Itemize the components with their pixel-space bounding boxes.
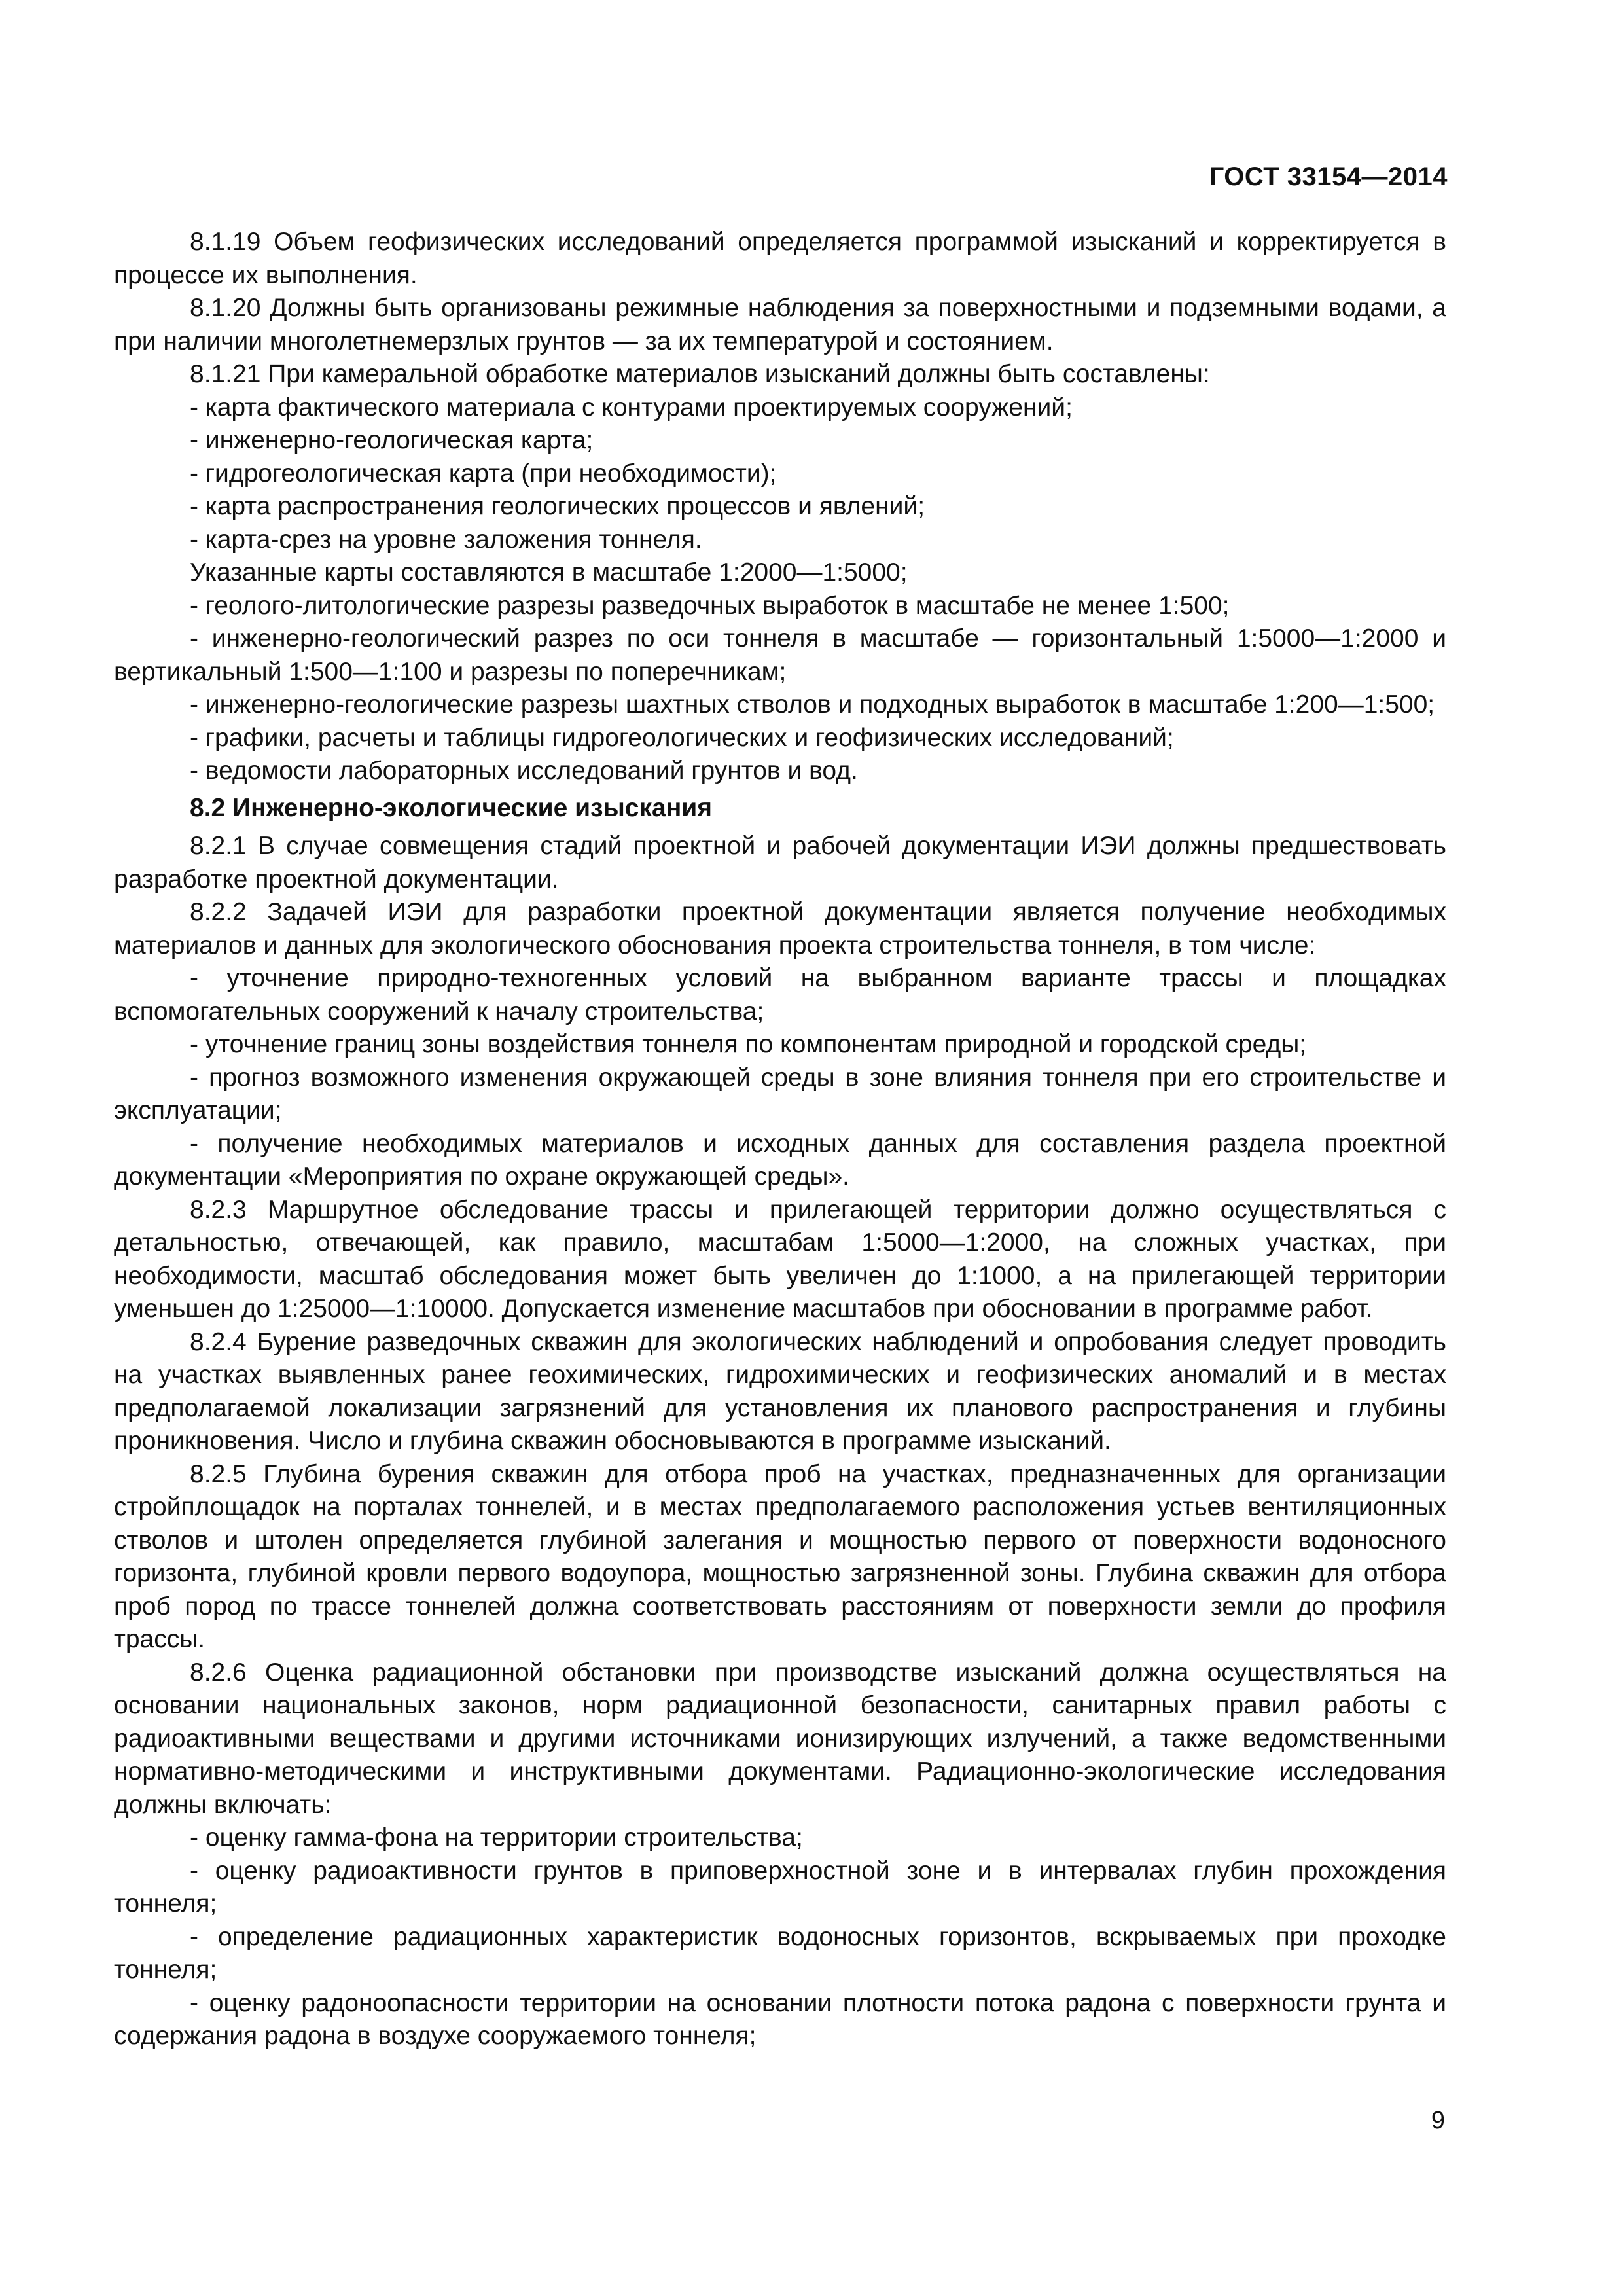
list-item: - карта фактического материала с контурами проектируемых сооружений; (190, 393, 1073, 422)
list-item: - определение радиационных характеристик водоносных горизонтов, вскрываемых при проходке тоннеля; (114, 1922, 1446, 1984)
paragraph-8-1-21: 8.1.21 При камеральной обработке материалов изысканий должны быть составлены: (190, 360, 1210, 388)
list-item: - прогноз возможного изменения окружающей среды в зоне влияния тоннеля при его строительстве и эксплуатации; (114, 1063, 1446, 1124)
list-item: - графики, расчеты и таблицы гидрогеологических и геофизических исследований; (190, 723, 1174, 752)
list-item: - ведомости лабораторных исследований грунтов и вод. (190, 757, 858, 785)
paragraph-8-2-2: 8.2.2 Задачей ИЭИ для разработки проектной документации является получение необходимых материалов и данных для экологического обоснования проекта строительства тоннеля, в том числе: (114, 898, 1446, 960)
list-item: - гидрогеологическая карта (при необходимости); (190, 459, 777, 488)
list-item: - геолого-литологические разрезы разведочных выработок в масштабе не менее 1:500; (190, 591, 1230, 620)
list-item: - уточнение границ зоны воздействия тоннеля по компонентам природной и городской среды; (190, 1030, 1307, 1058)
list-item: - оценку радиоактивности грунтов в приповерхностной зоне и в интервалах глубин прохождения тоннеля; (114, 1856, 1446, 1918)
paragraph-8-2-5: 8.2.5 Глубина бурения скважин для отбора проб на участках, предназначенных для организации стройплощадок на порталах тоннелей, и в местах предполагаемого расположения устьев вентиляционных стволов и штолен определяется глубиной залегания и мощностью первого от поверхности водоносного горизонта, глубиной кровли первого водоупора, мощностью загрязненной зоны. Глубина скважин для отбора проб пород по трассе тоннелей должна соответствовать расстояниям от поверхности земли до профиля трассы. (114, 1460, 1446, 1653)
document-code: ГОСТ 33154—2014 (1209, 162, 1448, 191)
list-item: - инженерно-геологическая карта; (190, 426, 594, 454)
paragraph-8-2-4: 8.2.4 Бурение разведочных скважин для экологических наблюдений и опробования следует проводить на участках выявленных ранее геохимических, гидрохимических и геофизических аномалий и в местах предполагаемой локализации загрязнений для установления их планового распространения и глубины проникновения. Число и глубина скважин обосновываются в программе изысканий. (114, 1327, 1446, 1455)
list-item: - инженерно-геологический разрез по оси тоннеля в масштабе — горизонтальный 1:5000—1:2000 и вертикальный 1:500—1:100 и разрезы по поперечникам; (114, 624, 1446, 686)
list-item: - получение необходимых материалов и исходных данных для составления раздела проектной документации «Мероприятия по охране окружающей среды». (114, 1129, 1446, 1191)
paragraph-8-2-6: 8.2.6 Оценка радиационной обстановки при производстве изысканий должна осуществляться на основании национальных законов, норм радиационной безопасности, санитарных правил работы с радиоактивными веществами и другими источниками ионизирующих излучений, а также ведомственными нормативно-методическими и инструктивными документами. Радиационно-экологические исследования должны включать: (114, 1658, 1446, 1819)
section-heading-8-2: 8.2 Инженерно-экологические изыскания (190, 793, 712, 822)
paragraph-8-1-19: 8.1.19 Объем геофизических исследований определяется программой изысканий и корректируется в процессе их выполнения. (114, 228, 1446, 289)
paragraph-8-2-1: 8.2.1 В случае совмещения стадий проектной и рабочей документации ИЭИ должны предшествовать разработке проектной документации. (114, 832, 1446, 893)
list-item: - инженерно-геологические разрезы шахтных стволов и подходных выработок в масштабе 1:200—1:500; (190, 691, 1435, 719)
document-body (114, 226, 1446, 2053)
list-item: - оценку радоноопасности территории на основании плотности потока радона с поверхности грунта и содержания радона в воздухе сооружаемого тоннеля; (114, 1988, 1446, 2050)
page-number: 9 (1431, 2107, 1445, 2134)
paragraph-8-2-3: 8.2.3 Маршрутное обследование трассы и прилегающей территории должно осуществляться с детальностью, отвечающей, как правило, масштабам 1:5000—1:2000, на сложных участках, при необходимости, масштаб обследования может быть увеличен до 1:1000, а на прилегающей территории уменьшен до 1:25000—1:10000. Допускается изменение масштабов при обосновании в программе работ. (114, 1195, 1446, 1323)
list-item: - оценку гамма-фона на территории строительства; (190, 1823, 803, 1852)
paragraph-8-1-20: 8.1.20 Должны быть организованы режимные наблюдения за поверхностными и подземными водами, а при наличии многолетнемерзлых грунтов — за их температурой и состоянием. (114, 294, 1446, 355)
list-item: - уточнение природно-техногенных условий на выбранном варианте трассы и площадках вспомогательных сооружений к началу строительства; (114, 964, 1446, 1026)
list-item: - карта распространения геологических процессов и явлений; (190, 492, 925, 520)
list-item: - карта-срез на уровне заложения тоннеля. (190, 525, 702, 554)
paragraph-scale-note: Указанные карты составляются в масштабе 1:2000—1:5000; (190, 558, 908, 586)
